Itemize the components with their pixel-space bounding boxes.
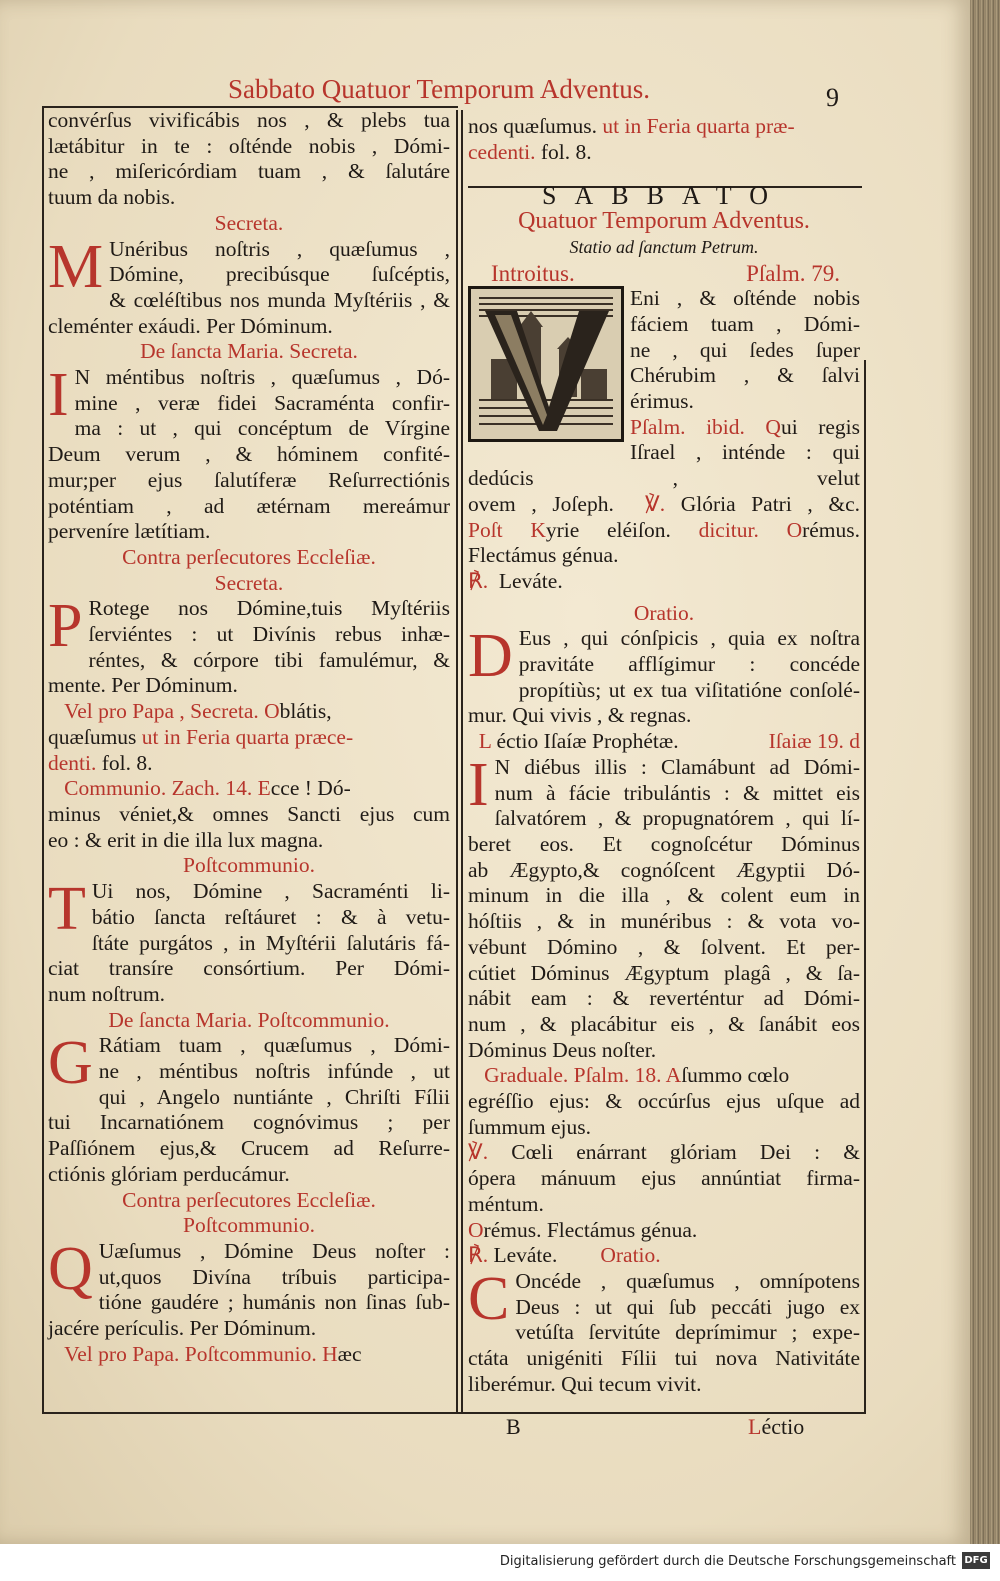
text-line: nábit eam : & reverténtur ad Dómi-	[468, 986, 860, 1011]
drop-capital: C	[468, 1264, 510, 1333]
rubric-heading: Secreta.	[214, 570, 284, 595]
text-line	[468, 1063, 860, 1089]
text-line: jacére perículis. Per Dóminum.	[48, 1316, 317, 1341]
text-line: ne , qui ſedes ſuper	[630, 337, 860, 362]
text-line: Dómine, precibúsque ſuſcéptis,	[109, 262, 450, 287]
text-line: tuum da nobis.	[48, 185, 176, 210]
text-line: Iſrael , inténde : qui dedúcis , velut	[468, 440, 860, 491]
text-line: ma : ut , qui concéptum de Vírgine	[74, 416, 450, 441]
text-line	[468, 729, 860, 755]
text-line: ab Ægypto,& cognóſcent Ægyptii Dó-	[468, 857, 860, 882]
text-line: Rotege nos Dómine,tuis Myſtériis	[88, 596, 450, 621]
text-line: érimus.	[630, 389, 694, 414]
text-line: bátio ſancta reſtáuret : & à vetu-	[91, 904, 450, 929]
paragraph	[468, 286, 860, 440]
text-span: rémus. Flectámus génua.	[483, 1217, 698, 1242]
running-title: Sabbato Quatuor Temporum Adventus.	[228, 74, 651, 104]
versicle-symbol: ℣.	[645, 491, 666, 516]
text-line: ſtáte purgátos , in Myſtérii ſalutáris fá-	[91, 930, 450, 955]
text-line	[468, 1243, 860, 1269]
text-line: Dóminus Deus noſter.	[468, 1037, 657, 1062]
rubric-heading: Contra perſecutores Eccleſiæ.	[122, 1187, 376, 1212]
drop-capital: P	[48, 592, 83, 661]
text-line: méntum.	[468, 1191, 544, 1216]
text-line: ciat transíre consórtium. Per Dómi-	[48, 956, 450, 981]
text-line: mur. Qui vivis , & regnas.	[468, 703, 692, 728]
right-border-rule	[864, 360, 866, 1414]
text-line: propítiùs; ut ex tua viſitatióne conſolé-	[518, 677, 860, 702]
text-line: pravitáte afflígimur : concéde	[518, 652, 860, 677]
red-initial: E	[257, 776, 271, 801]
text-span: æc	[337, 1341, 362, 1366]
bottom-rule	[42, 1412, 864, 1414]
text-line: num noſtrum.	[48, 981, 166, 1006]
rubric-text: ut in Feria quarta præce-	[141, 724, 354, 749]
text-line: eo : & erit in die illa lux magna.	[48, 827, 324, 852]
text-line	[48, 776, 450, 802]
text-line: liberémur. Qui tecum vivit.	[468, 1371, 702, 1396]
day-subtitle: Quatuor Temporum Adventus.	[518, 208, 810, 235]
rubric-heading: Contra perſecutores Eccleſiæ.	[122, 544, 376, 569]
red-initial: O	[468, 1217, 484, 1242]
rubric-heading: Poſtcommunio.	[183, 853, 315, 878]
woodcut-initial-v	[468, 286, 624, 442]
versicle-symbol: ℣.	[468, 1140, 489, 1165]
red-initial: A	[665, 1063, 682, 1088]
rubric-text: denti.	[48, 750, 97, 775]
text-line	[468, 1218, 860, 1244]
response-symbol: ℟.	[468, 1243, 489, 1268]
paragraph	[468, 750, 860, 1063]
red-initial: O	[264, 699, 280, 724]
text-span: blátis,	[279, 699, 332, 724]
text-line	[468, 1140, 860, 1166]
text-line: Ui nos, Dómine , Sacraménti li-	[91, 879, 450, 904]
drop-capital: M	[48, 232, 104, 301]
paragraph	[48, 232, 450, 340]
text-line: beret eos. Et cognoſcétur Dóminus	[468, 831, 860, 856]
drop-capital: G	[48, 1029, 93, 1098]
text-line: N diébus illis : Clamábunt ad Dómi-	[494, 754, 860, 779]
text-line: Rátiam tuam , quæſumus , Dómi-	[98, 1033, 450, 1058]
text-span: Glória Patri , &c.	[680, 491, 860, 516]
text-line: ctiónis glóriam perducámur.	[48, 1161, 290, 1186]
text-line: réntes, & córpore tibi famulémur, &	[88, 647, 450, 672]
rubric-text: Communio. Zach. 14.	[64, 776, 253, 801]
text-line: fáciem tuam , Dómi-	[630, 311, 860, 336]
right-column	[468, 114, 860, 1397]
text-line: hóſtiis , & in munéribus : & vota vo-	[468, 909, 860, 934]
text-line: mente. Per Dóminum.	[48, 673, 238, 698]
text-line	[468, 114, 860, 140]
red-initial: Q	[765, 414, 781, 439]
text-line: Eni , & oſténde nobis	[630, 286, 860, 311]
text-line	[468, 518, 860, 544]
text-span: quæſumus	[48, 724, 137, 749]
text-line: Chérubim , & ſalvi	[630, 363, 860, 388]
text-span: Cœli enárrant glóriam Dei : &	[511, 1140, 861, 1165]
text-line: Eus , qui cónſpicis , quia ex noſtra	[518, 626, 860, 651]
paragraph	[48, 1234, 450, 1342]
text-line: Deus : ut qui ſub peccáti jugo ex	[515, 1294, 860, 1319]
text-line: N méntibus noſtris , quæſumus , Dó-	[74, 365, 450, 390]
left-border-rule	[42, 106, 44, 1414]
rubric-text: Pſalm. 79.	[746, 260, 840, 286]
text-line	[468, 569, 860, 595]
rubric-text: Graduale. Pſalm. 18.	[484, 1063, 662, 1088]
paragraph	[48, 361, 450, 545]
page-number: 9	[826, 83, 839, 112]
text-line	[48, 1342, 450, 1368]
text-line: Unéribus noſtris , quæſumus ,	[109, 236, 450, 261]
catchword	[748, 1414, 804, 1440]
dfg-logo-icon: DFG	[962, 1552, 990, 1569]
red-initial: O	[786, 517, 803, 542]
rubric-heading: De ſancta Maria. Secreta.	[140, 339, 358, 364]
introit-heading	[468, 261, 860, 287]
text-line: ſalvatórem , & propugnatórem , qui lí-	[494, 806, 860, 831]
text-line: poténtiam , ad ætérnam mereámur	[48, 493, 450, 518]
drop-capital: I	[468, 750, 489, 819]
text-line	[468, 140, 860, 166]
text-span: ovem , Joſeph.	[468, 491, 614, 516]
text-line: convérſus vivificábis nos , & plebs tua	[48, 108, 450, 132]
rubric-text: Vel pro Papa. Poſtcommunio.	[64, 1341, 317, 1366]
drop-capital: T	[48, 875, 86, 944]
text-span: éctio Iſaíæ Prophétæ.	[496, 729, 679, 754]
text-line	[48, 699, 450, 725]
text-span: ſummo cœlo	[681, 1063, 790, 1088]
drop-capital: D	[468, 622, 513, 691]
day-title: SABBATO	[541, 181, 786, 211]
text-line: minum in die illa , & colent eum in	[468, 883, 860, 908]
response-symbol: ℟.	[468, 568, 489, 593]
text-span: fol. 8.	[540, 139, 592, 164]
rubric-text: cedenti.	[468, 139, 536, 164]
text-line: & cœléſtibus nos munda Myſtériis , &	[109, 287, 450, 312]
center-rule-a	[456, 110, 458, 1414]
rubric-text: Vel pro Papa , Secreta.	[64, 699, 259, 724]
text-span: yrie eléiſon.	[545, 517, 671, 542]
text-line: perveníre lætítiam.	[48, 519, 211, 544]
text-line	[468, 492, 860, 518]
paragraph	[48, 875, 450, 1008]
text-span: nos quæſumus.	[468, 114, 598, 138]
rubric-heading: Poſtcommunio.	[183, 1213, 315, 1238]
text-span: Leváte.	[493, 1243, 558, 1268]
text-span: éctio	[761, 1414, 805, 1439]
center-rule-b	[461, 110, 463, 1414]
rubric-text: Pſalm. ibid.	[630, 414, 745, 439]
drop-capital: I	[48, 361, 69, 430]
signature-mark: B	[506, 1414, 521, 1439]
red-initial: L	[748, 1414, 762, 1439]
drop-capital: Q	[48, 1234, 93, 1303]
woodcut-v-image	[471, 289, 621, 439]
text-line: lætábitur in te : oſténde nobis , Dómi-	[48, 133, 450, 158]
text-line: Uæſumus , Dómine Deus noſter :	[98, 1238, 450, 1263]
text-line: mine , veræ fidei Sacraménta confir-	[74, 390, 450, 415]
text-span: cce ! Dó-	[270, 776, 351, 801]
text-line: Oncéde , quæſumus , omnípotens	[515, 1268, 860, 1293]
red-initial: K	[530, 517, 546, 542]
red-initial: L	[478, 729, 492, 754]
rubric-text: ut in Feria quarta præ-	[602, 114, 795, 138]
station-line: Statio ad ſanctum Petrum.	[569, 236, 759, 257]
rubric-text: Poſt	[468, 517, 503, 542]
text-span: ui regis	[780, 414, 860, 439]
text-line: cleménter exáudi. Per Dóminum.	[48, 313, 333, 338]
footer-bar	[0, 1544, 1000, 1581]
text-line: num à fácie tribulántis : & mittet eis	[494, 780, 860, 805]
text-line: vébunt Dómino , & ſolvent. Et per-	[468, 934, 860, 959]
text-span: Leváte.	[498, 568, 563, 593]
text-line: minus véniet,& omnes Sancti ejus cum	[48, 801, 450, 826]
text-line: ut,quos Divína tríbuis participa-	[98, 1264, 450, 1289]
text-line: ſerviéntes : ut Divínis rebus inhæ-	[88, 622, 450, 647]
rubric-text: Oratio.	[600, 1243, 661, 1268]
text-line: ne , miſericórdiam tuam , & ſalutáre	[48, 159, 450, 184]
paragraph	[48, 592, 450, 699]
text-line: vetúſta ſervitúte deprímimur ; expe-	[515, 1320, 860, 1345]
text-line	[48, 725, 450, 751]
paragraph	[468, 622, 860, 729]
text-line: num , & placábitur eis , & ſanábit eos	[468, 1011, 860, 1036]
red-initial: H	[322, 1341, 338, 1366]
rubric-heading: Oratio.	[633, 600, 695, 625]
rubric-text: Introitus.	[491, 260, 575, 286]
page-edges	[970, 0, 1000, 1544]
digitization-credit: Digitalisierung gefördert durch die Deutsche Forschungsgemeinschaft	[499, 1554, 956, 1569]
rubric-heading: Secreta.	[214, 210, 284, 235]
text-line: ctáta unigéniti Fílii tui nova Nativitáte	[468, 1346, 860, 1371]
text-span: rémus.	[802, 517, 861, 542]
text-line: cútiet Dóminus Ægyptum plagâ , & ſa-	[468, 960, 860, 985]
text-line: egréſſio ejus: & occúrſus ejus uſque ad	[468, 1089, 860, 1114]
text-line: ópera mánuum ejus annúntiat firma-	[468, 1166, 860, 1191]
rubric-text: Iſaiæ 19. d	[768, 729, 860, 754]
text-line: mur;per ejus ſalutíferæ Reſurrectiónis	[48, 467, 450, 492]
rubric-text: dicitur.	[698, 517, 759, 542]
paragraph	[48, 1029, 450, 1187]
text-line: tui Incarnatiónem cognóvimus ; per	[48, 1110, 450, 1135]
paragraph	[468, 1264, 860, 1398]
text-line: Paſſiónem ejus,& Crucem ad Reſurre-	[48, 1136, 450, 1161]
text-line: ſummum ejus.	[468, 1114, 592, 1139]
text-line: ne , méntibus noſtris infúnde , ut	[98, 1059, 450, 1084]
text-line: Deum verum , & hóminem confité-	[48, 442, 450, 467]
text-line: tióne gaudére ; humánis non ſinas ſub-	[98, 1290, 450, 1315]
text-line: Flectámus génua.	[468, 543, 619, 568]
text-span: fol. 8.	[101, 750, 153, 775]
left-column	[48, 108, 450, 1367]
text-line	[48, 751, 450, 777]
text-line: qui , Angelo nuntiánte , Chriſti Fílii	[98, 1084, 450, 1109]
rubric-heading: De ſancta Maria. Poſtcommunio.	[108, 1007, 390, 1032]
